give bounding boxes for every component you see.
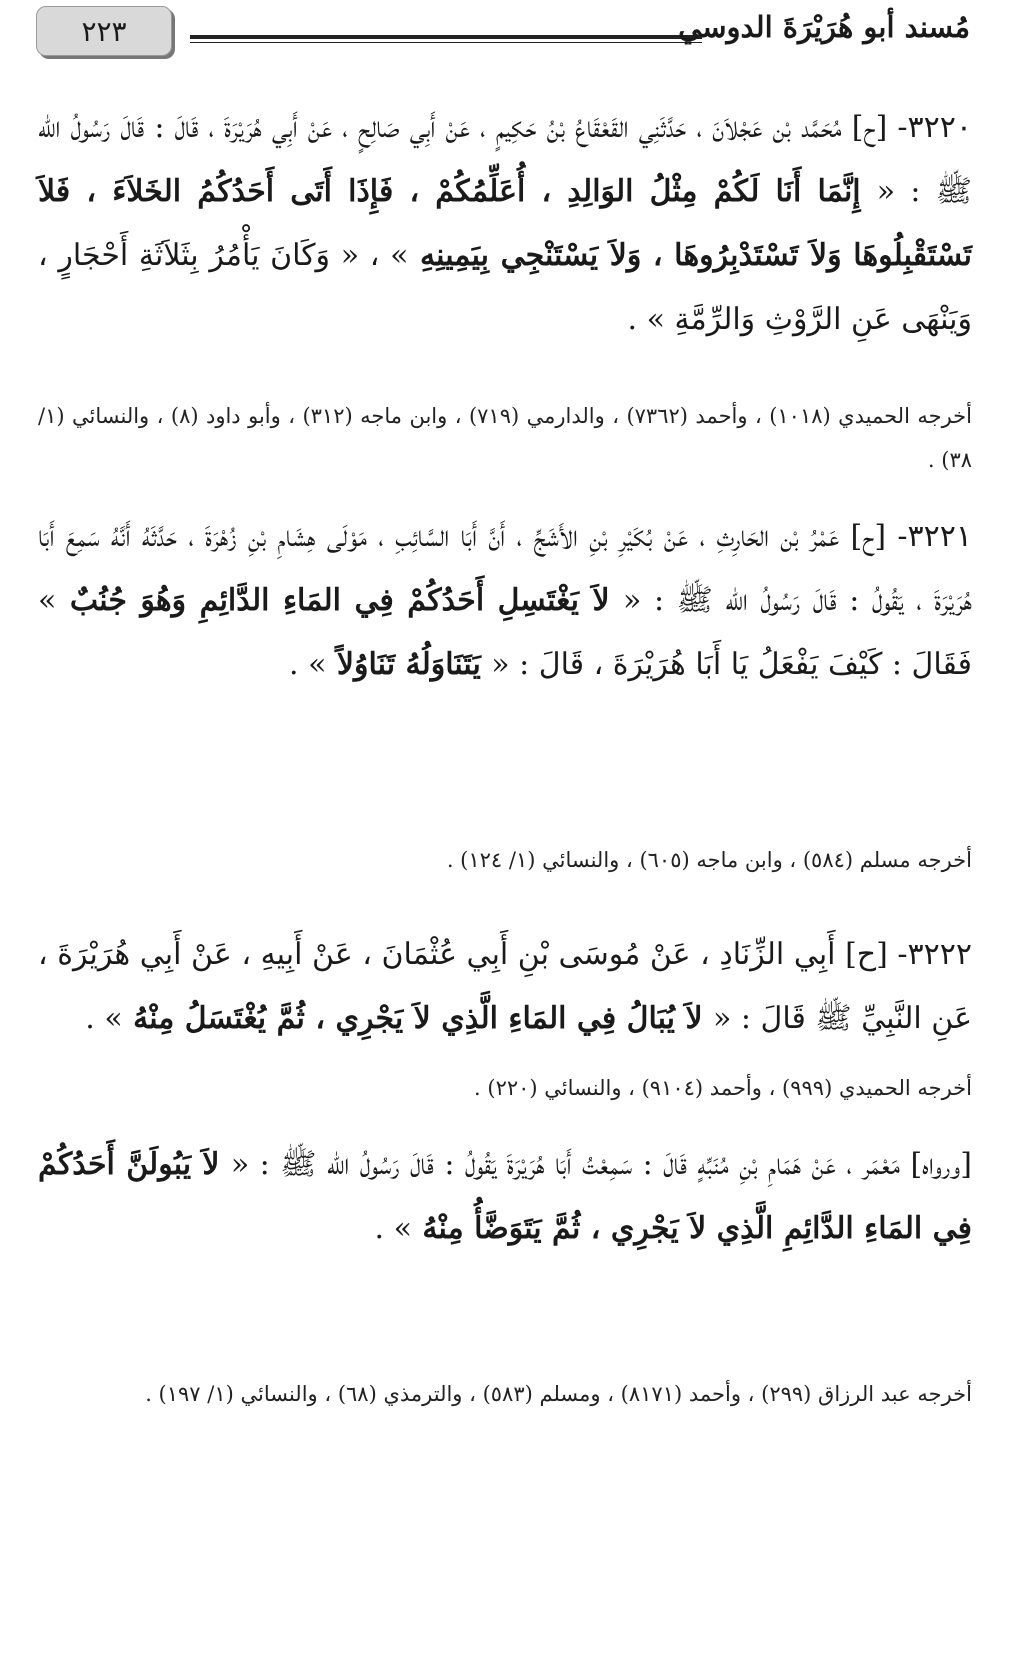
hadith-3221-question: » فَقَالَ : كَيْفَ يَفْعَلُ يَا أَبَا هُرَيْرَةَ ، قَالَ : « [38, 583, 972, 682]
takhrij-3221: أخرجه مسلم (٥٨٤) ، وابن ماجه (٦٠٥) ، والنسائي (١/ ١٢٤) . [446, 848, 972, 872]
hadith-3222-isnad: ٣٢٢٢- [ح] أَبِي الزِّنَادِ ، عَنْ مُوسَى بْنِ أَبِي عُثْمَانَ ، عَنْ أَبِيهِ ، عَنْ أَبِي هُرَيْرَةَ ، عَنِ النَّبِيِّ ﷺ قَالَ : « [38, 937, 972, 1036]
hadith-3220-tail: » ، « وَكَانَ يَأْمُرُ بِثَلاَثَةِ أَحْجَارٍ ، وَيَنْهَى عَنِ الرَّوْثِ وَالرِّمَّةِ » . [38, 238, 972, 337]
hadith-3221-tail: » . [289, 647, 327, 682]
hadith-3220-isnad: ٣٢٢٠- [ح] مُحَمَّد بْن عَجْلاَنَ ، حَدَّثَنِي القَعْقَاعُ بْنُ حَكِيمٍ ، عَنْ أَبِي صَالِحٍ ، عَنْ أَبِي هُرَيْرَةَ ، قَالَ : قَالَ رَسُولُ الله ﷺ : « [38, 110, 972, 209]
hadith-3221-answer: يَتَنَاوَلُهُ تَنَاوُلاً [326, 647, 492, 682]
takhrij-3220: أخرجه الحميدي (١٠١٨) ، وأحمد (٧٣٦٢) ، والدارمي (٧١٩) ، وابن ماجه (٣١٢) ، وأبو داود (٨) ، والنسائي (١/ ٣٨) . [38, 404, 972, 472]
hadith-3220-matn: إِنَّمَا أَنَا لَكُمْ مِثْلُ الوَالِدِ ، أُعَلِّمُكُمْ ، فَإِذَا أَتَى أَحَدُكُمُ الخَلاَءَ ، فَلاَ تَسْتَقْبِلُوهَا وَلاَ تَسْتَدْبِرُوهَا ، وَلاَ يَسْتَنْجِي بِيَمِينِهِ [38, 174, 972, 273]
hadith-3221 [38, 505, 972, 697]
hadith-riwaya-isnad: [ورواه] مَعْمَر ، عَنْ هَمَامِ بْنِ مُنَبِّهٍ قَالَ : سَمِعْتُ أَبَا هُرَيْرَةَ يَقُولُ : قَالَ رَسُولُ الله ﷺ : « [230, 1147, 972, 1182]
hadith-3220 [38, 96, 972, 352]
header-rule [190, 35, 702, 43]
hadith-riwaya-tail: » . [374, 1211, 412, 1246]
hadith-riwaya-matn: لاَ يَبُولَنَّ أَحَدُكُمْ فِي المَاءِ الدَّائِمِ الَّذِي لاَ يَجْرِي ، ثُمَّ يَتَوَضَّأُ مِنْهُ [38, 1147, 972, 1246]
hadith-3222 [38, 923, 972, 1051]
hadith-riwaya [38, 1133, 972, 1261]
page-number [36, 6, 172, 56]
book-title: مُسند أبو هُرَيْرَةَ الدوسي [678, 10, 970, 44]
hadith-3222-matn: لاَ يُبَالُ فِي المَاءِ الَّذِي لاَ يَجْرِي ، ثُمَّ يُغْتَسَلُ مِنْهُ [122, 1001, 714, 1036]
hadith-3221-matn: لاَ يَغْتَسِلِ أَحَدُكُمْ فِي المَاءِ الدَّائِمِ وَهُوَ جُنُبٌ [56, 583, 624, 618]
takhrij-riwaya: أخرجه عبد الرزاق (٢٩٩) ، وأحمد (٨١٧١) ، ومسلم (٥٨٣) ، والترمذي (٦٨) ، والنسائي (١/ ١٩٧) . [145, 1382, 972, 1406]
takhrij-3222: أخرجه الحميدي (٩٩٩) ، وأحمد (٩١٠٤) ، والنسائي (٢٢٠) . [474, 1076, 972, 1100]
hadith-3221-isnad: ٣٢٢١- [ح] عَمْرُ بْن الحَارِثِ ، عَنْ بُكَيْرِ بْنِ الأَشَجِّ ، أَنَّ أَبَا السَّائِبِ ، مَوْلَى هِشَامِ بْنِ زُهْرَةَ ، حَدَّثَهُ أَنَّهُ سَمِعَ أَبَا هُرَيْرَةَ ، يَقُولُ : قَالَ رَسُولُ الله ﷺ : « [38, 519, 972, 618]
hadith-3222-tail: » . [85, 1001, 123, 1036]
page-number-text: ٢٢٣ [81, 14, 127, 48]
